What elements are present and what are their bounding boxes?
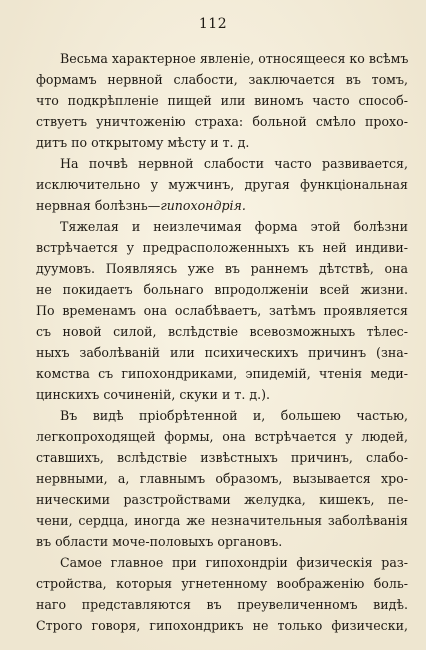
- text-line: [36, 174, 408, 195]
- text-line: [36, 363, 408, 384]
- text-line-content: ническими разстройствами желудка, кишекъ, пе-: [36, 492, 408, 507]
- text-line: [36, 531, 408, 552]
- text-line: [36, 237, 408, 258]
- text-line-content: стройства, которыя угнетенному воображенію боль-: [36, 576, 408, 591]
- text-line-content: комства съ гипохондриками, эпидемій, чтенія меди-: [36, 366, 408, 381]
- text-line-content: формамъ нервной слабости, заключается въ томъ,: [36, 72, 408, 87]
- text-line: [36, 615, 408, 636]
- text-line: [36, 153, 408, 174]
- text-line: [36, 426, 408, 447]
- text-line: [36, 300, 408, 321]
- text-line-content: нервными, а, главнымъ образомъ, вызывается хро-: [36, 471, 408, 486]
- text-line: [36, 321, 408, 342]
- text-line: [36, 69, 408, 90]
- text-line-content: Въ видѣ пріобрѣтенной и, большею частью,: [60, 408, 408, 423]
- text-line: [36, 258, 408, 279]
- page-body-text: [36, 48, 408, 636]
- text-line: [36, 594, 408, 615]
- text-line-content: цинскихъ сочиненій, скуки и т. д.).: [36, 387, 270, 402]
- text-line-content: Самое главное при гипохондріи физическія раз-: [60, 555, 408, 570]
- text-line-content: Тяжелая и неизлечимая форма этой болѣзни: [60, 219, 408, 234]
- text-line: [36, 384, 408, 405]
- text-line-content: На почвѣ нервной слабости часто развивается,: [60, 156, 408, 171]
- text-line-content: въ области моче-половыхъ органовъ.: [36, 534, 283, 549]
- text-line: [36, 111, 408, 132]
- text-line-content: дуумовъ. Появляясь уже въ раннемъ дѣтствѣ, она: [36, 261, 408, 276]
- italic-term: гипохондрія.: [160, 198, 246, 213]
- text-line-content: По временамъ она ослабѣваетъ, затѣмъ проявляется: [36, 303, 408, 318]
- text-line: [36, 552, 408, 573]
- text-line-content: Весьма характерное явленіе, относящееся ко всѣмъ: [60, 51, 409, 66]
- text-line: [36, 90, 408, 111]
- text-line-content: легкопроходящей формы, она встрѣчается у людей,: [36, 429, 408, 444]
- text-line: [36, 447, 408, 468]
- page-number: 112: [198, 16, 228, 32]
- text-line-content: исключительно у мужчинъ, другая функціональная: [36, 177, 408, 192]
- text-line-content: наго представляются въ преувеличенномъ видѣ.: [36, 597, 408, 612]
- text-line: [36, 342, 408, 363]
- text-line: [36, 216, 408, 237]
- text-line: [36, 489, 408, 510]
- text-line-content: не покидаетъ больнаго впродолженіи всей жизни.: [36, 282, 408, 297]
- text-line: [36, 48, 408, 69]
- text-line: [36, 279, 408, 300]
- text-line: [36, 195, 408, 216]
- text-line-content: ствуетъ уничтоженію страха: больной смѣло прохо-: [36, 114, 408, 129]
- text-line-content: ныхъ заболѣваній или психическихъ причинъ (зна-: [36, 345, 408, 360]
- text-line-content: встрѣчается у предрасположенныхъ къ ней индиви-: [36, 240, 408, 255]
- text-line: [36, 510, 408, 531]
- text-line-content: нервная болѣзнь—: [36, 198, 161, 213]
- text-line-content: что подкрѣпленіе пищей или виномъ часто способ-: [36, 93, 408, 108]
- text-line-content: съ новой силой, вслѣдствіе всевозможныхъ тѣлес-: [36, 324, 408, 339]
- text-line-content: дитъ по открытому мѣсту и т. д.: [36, 135, 250, 150]
- text-line: [36, 468, 408, 489]
- text-line: [36, 573, 408, 594]
- text-line-content: Строго говоря, гипохондрикъ не только физически,: [36, 618, 408, 633]
- text-line-content: чени, сердца, иногда же незначительныя заболѣванія: [36, 513, 408, 528]
- text-line: [36, 405, 408, 426]
- text-line: [36, 132, 408, 153]
- text-line-content: ставшихъ, вслѣдствіе извѣстныхъ причинъ, слабо-: [36, 450, 408, 465]
